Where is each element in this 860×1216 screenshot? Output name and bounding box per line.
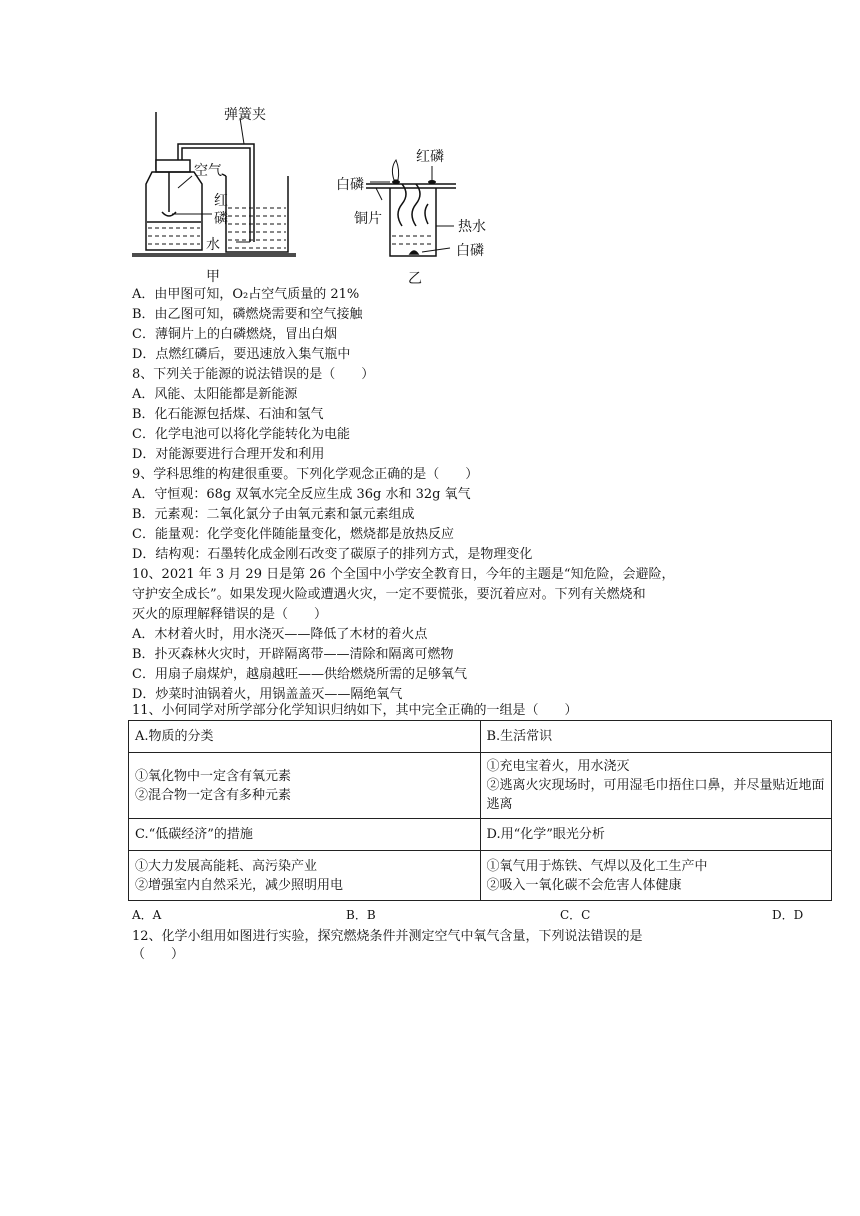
- table-body-c: [129, 851, 481, 901]
- q11-answer-d: D．D: [772, 908, 804, 922]
- q11-answer-b: B．B: [346, 908, 376, 922]
- q9-option-c: C．能量观：化学变化伴随能量变化，燃烧都是放热反应: [132, 527, 454, 542]
- q10-option-d: D．炒菜时油锅着火，用锅盖盖灭——隔绝氧气: [132, 687, 403, 702]
- q10-option-b: B．扑灭森林火灾时，开辟隔离带——清除和隔离可燃物: [132, 647, 454, 662]
- table-body-d: [480, 851, 832, 901]
- q7-option-d: D．点燃红磷后，要迅速放入集气瓶中: [132, 347, 351, 362]
- label-air: 空气: [194, 163, 222, 179]
- label-water: 水: [206, 237, 220, 253]
- q9-option-a: A．守恒观：68g 双氧水完全反应生成 36g 水和 32g 氧气: [132, 487, 471, 502]
- label-white-phosphorus-top: 白磷: [336, 177, 364, 193]
- table-d-item-2: ②吸入一氧化碳不会危害人体健康: [486, 877, 682, 893]
- experiment-figure: [132, 104, 512, 286]
- label-hot-water: 热水: [458, 219, 486, 235]
- label-white-phosphorus-bottom: 白磷: [456, 243, 484, 259]
- table-b-item-1: ①充电宝着火，用水浇灭: [486, 759, 630, 774]
- apparatus-drawing: [132, 104, 512, 286]
- q9-option-d: D．结构观：石墨转化成金刚石改变了碳原子的排列方式，是物理变化: [132, 547, 533, 562]
- label-red-phosphorus-jia: 红 磷: [214, 193, 228, 227]
- q8-option-a: A．风能、太阳能都是新能源: [132, 387, 298, 402]
- q9-option-b: B．元素观：二氧化氯分子由氧元素和氯元素组成: [132, 507, 415, 522]
- q11-answer-a: A．A: [132, 908, 162, 922]
- q10-stem-line-3: 灭火的原理解释错误的是（ ）: [132, 607, 328, 622]
- q8-option-d: D．对能源要进行合理开发和利用: [132, 447, 325, 462]
- table-b-item-2: ②逃离火灾现场时，可用湿毛巾捂住口鼻，并尽量贴近地面逃离: [486, 778, 825, 812]
- q11-stem: 11、小何同学对所学部分化学知识归纳如下，其中完全正确的一组是（ ）: [132, 703, 578, 718]
- table-head-a: A.物质的分类: [129, 721, 481, 753]
- q8-stem: 8、下列关于能源的说法错误的是（ ）: [132, 367, 375, 382]
- table-body-a: [129, 753, 481, 819]
- label-copper-plate: 铜片: [354, 211, 382, 227]
- table-a-item-2: ②混合物一定含有多种元素: [135, 787, 292, 803]
- q12-bracket: （ ）: [132, 947, 185, 962]
- label-jia: 甲: [206, 269, 220, 285]
- q10-stem-line-1: 10、2021 年 3 月 29 日是第 26 个全国中小学安全教育日，今年的主题是“知危险，会避险，: [132, 567, 675, 582]
- table-d-item-1: ①氧气用于炼铁、气焊以及化工生产中: [486, 858, 708, 874]
- q7-option-a: A．由甲图可知，O₂占空气质量的 21%: [132, 287, 360, 302]
- q12-stem: 12、化学小组用如图进行实验，探究燃烧条件并测定空气中氧气含量，下列说法错误的是: [132, 929, 643, 944]
- table-c-item-2: ②增强室内自然采光，减少照明用电: [135, 877, 344, 893]
- label-yi: 乙: [408, 271, 422, 287]
- table-head-c: C.“低碳经济”的措施: [129, 819, 481, 851]
- table-head-d: D.用“化学”眼光分析: [480, 819, 832, 851]
- table-body-b: [480, 753, 832, 819]
- q8-option-c: C．化学电池可以将化学能转化为电能: [132, 427, 350, 442]
- table-a-item-1: ①氧化物中一定含有氧元素: [135, 768, 292, 784]
- q10-stem-line-2: 守护安全成长”。如果发现火险或遭遇火灾，一定不要慌张，要沉着应对。下列有关燃烧和: [132, 587, 646, 602]
- table-head-b: B.生活常识: [480, 721, 832, 753]
- q7-option-c: C．薄铜片上的白磷燃烧，冒出白烟: [132, 327, 337, 342]
- q8-option-b: B．化石能源包括煤、石油和氢气: [132, 407, 324, 422]
- q11-answer-c: C．C: [560, 908, 591, 922]
- label-spring-clip: 弹簧夹: [224, 107, 266, 123]
- q10-option-c: C．用扇子扇煤炉，越扇越旺——供给燃烧所需的足够氧气: [132, 667, 467, 682]
- table-c-item-1: ①大力发展高能耗、高污染产业: [135, 858, 318, 874]
- q7-option-b: B．由乙图可知，磷燃烧需要和空气接触: [132, 307, 363, 322]
- q10-option-a: A．木材着火时，用水浇灭——降低了木材的着火点: [132, 627, 428, 642]
- q11-knowledge-table: [128, 720, 832, 901]
- q9-stem: 9、学科思维的构建很重要。下列化学观念正确的是（ ）: [132, 467, 479, 482]
- label-red-phosphorus-yi: 红磷: [416, 149, 444, 165]
